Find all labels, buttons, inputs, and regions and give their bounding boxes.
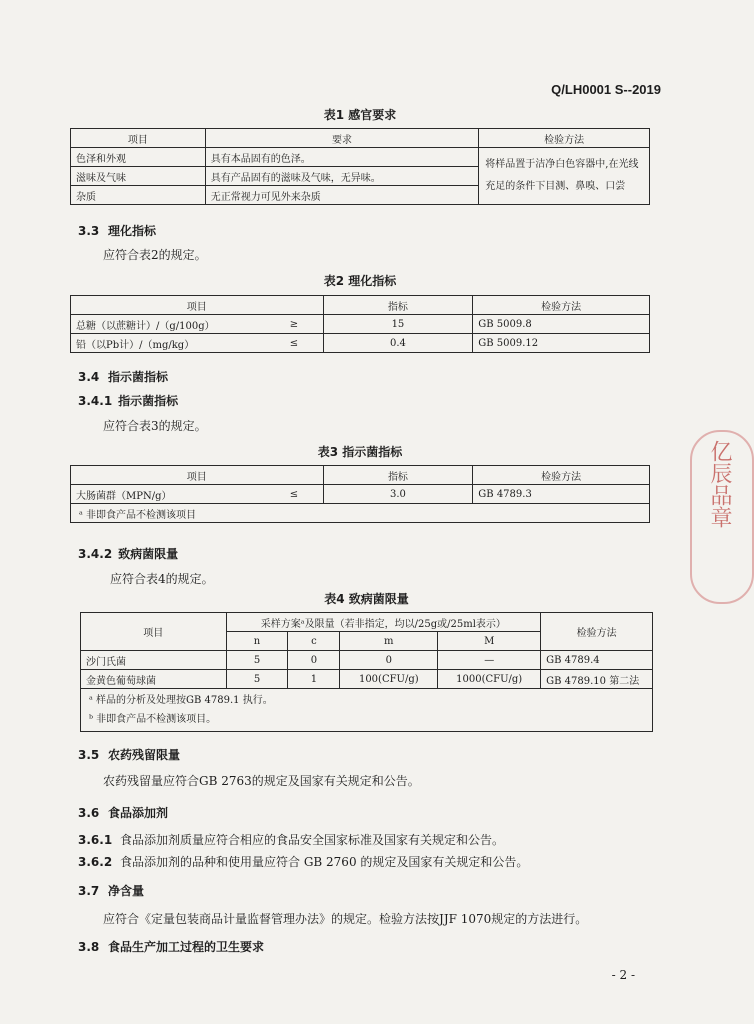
section-3-3-heading: [78, 222, 156, 239]
table4-notes: [81, 689, 653, 732]
table4-M: 1000(CFU/g): [438, 670, 541, 689]
section-3-4-2-heading: [78, 545, 178, 562]
table3-caption: 表3 指示菌指标: [317, 445, 403, 459]
section-title: 指示菌指标: [118, 394, 179, 408]
table4-subheader-c: c: [288, 632, 340, 651]
table-row: [71, 485, 650, 504]
section-title: 净含量: [108, 884, 145, 898]
table3-item: 大肠菌群（MPN/g）: [71, 485, 266, 504]
table4-n: 5: [226, 670, 288, 689]
table1-req: 具有产品固有的滋味及气味，无异味。: [205, 167, 479, 186]
table3-note: ᵃ 非即食产品不检测该项目: [71, 504, 650, 523]
table-row: [71, 315, 650, 334]
table4-note: ᵇ 非即食产品不检测该项目。: [89, 714, 217, 725]
table1-method: 将样品置于洁净白色容器中,在光线充足的条件下目测、鼻嗅、口尝: [479, 148, 650, 205]
table1-req: 无正常视力可见外来杂质: [205, 186, 479, 205]
table3-header-method: 检验方法: [473, 466, 650, 485]
document-code: Q/LH0001 S--2019: [551, 82, 661, 97]
table4-method: GB 4789.4: [541, 651, 653, 670]
table4-M: —: [438, 651, 541, 670]
table4-m: 0: [340, 651, 438, 670]
table1-req: 具有本品固有的色泽。: [205, 148, 479, 167]
table2-caption: 表2 理化指标: [323, 274, 397, 288]
table2-operator: ≤: [265, 334, 323, 353]
table2-operator: ≥: [265, 315, 323, 334]
section-title: 食品添加剂: [108, 806, 169, 820]
table4-header-plan: 采样方案ᵃ及限量（若非指定，均以/25g或/25ml表示）: [226, 613, 541, 632]
section-3-6-1: [78, 831, 504, 848]
section-title: 理化指标: [108, 224, 157, 238]
table-row: [71, 148, 650, 167]
section-number: 3.5: [78, 748, 100, 762]
section-3-7-heading: [78, 882, 144, 899]
table2-physicochemical: [70, 295, 650, 353]
table3-value: 3.0: [323, 485, 473, 504]
table4-header-item: 项目: [81, 613, 227, 651]
table2-header-value: 指标: [323, 296, 473, 315]
section-3-6-1-text: 食品添加剂质量应符合相应的食品安全国家标准及国家有关规定和公告。: [120, 833, 505, 847]
table2-method: GB 5009.8: [473, 315, 650, 334]
section-number: 3.4.2: [78, 547, 113, 561]
table1-item: 色泽和外观: [71, 148, 206, 167]
section-title: 致病菌限量: [118, 547, 179, 561]
table3-indicator: [70, 465, 650, 523]
table4-method: GB 4789.10 第二法: [541, 670, 653, 689]
table-row: [81, 670, 653, 689]
table2-header-method: 检验方法: [473, 296, 650, 315]
table1-caption: 表1 感官要求: [323, 108, 397, 122]
table4-subheader-m: m: [340, 632, 438, 651]
table2-header-item: 项目: [71, 296, 324, 315]
table4-note: ᵃ 样品的分析及处理按GB 4789.1 执行。: [89, 695, 273, 706]
table-row: [81, 651, 653, 670]
table4-item: 沙门氏菌: [81, 651, 227, 670]
table3-method: GB 4789.3: [473, 485, 650, 504]
seal-stamp-text: 亿辰品章: [707, 440, 732, 528]
section-title: 食品生产加工过程的卫生要求: [108, 940, 265, 954]
table4-header-method: 检验方法: [541, 613, 653, 651]
table1-header-method: 检验方法: [479, 129, 650, 148]
section-3-4-heading: [78, 368, 168, 385]
section-3-5-text: 农药残留量应符合GB 2763的规定及国家有关规定和公告。: [103, 774, 420, 788]
table3-operator: ≤: [265, 485, 323, 504]
table4-c: 1: [288, 670, 340, 689]
table-row: [71, 334, 650, 353]
table2-method: GB 5009.12: [473, 334, 650, 353]
table3-header-item: 项目: [71, 466, 324, 485]
section-3-5-heading: [78, 746, 180, 763]
section-3-4-2-text: 应符合表4的规定。: [110, 572, 214, 586]
section-number: 3.4.1: [78, 394, 113, 408]
table2-value: 15: [323, 315, 473, 334]
section-number: 3.7: [78, 884, 100, 898]
section-3-6-2-text: 食品添加剂的品种和使用量应符合 GB 2760 的规定及国家有关规定和公告。: [120, 855, 529, 869]
table1-header-req: 要求: [205, 129, 479, 148]
section-title: 农药残留限量: [108, 748, 181, 762]
page-number: - 2 -: [611, 968, 635, 982]
section-3-8-heading: [78, 938, 264, 955]
table4-c: 0: [288, 651, 340, 670]
section-number: 3.3: [78, 224, 100, 238]
table4-n: 5: [226, 651, 288, 670]
table4-subheader-M: M: [438, 632, 541, 651]
table1-sensory: [70, 128, 650, 205]
section-3-6-2: [78, 853, 528, 870]
section-number: 3.6.1: [78, 833, 113, 847]
table3-header-value: 指标: [323, 466, 473, 485]
table2-value: 0.4: [323, 334, 473, 353]
section-number: 3.8: [78, 940, 100, 954]
table1-header-item: 项目: [71, 129, 206, 148]
section-number: 3.4: [78, 370, 100, 384]
table2-item: 总糖（以蔗糖计）/（g/100g）: [71, 315, 266, 334]
section-title: 指示菌指标: [108, 370, 169, 384]
table4-pathogen: [80, 612, 653, 732]
table4-caption: 表4 致病菌限量: [324, 592, 409, 606]
section-3-4-1-heading: [78, 392, 178, 409]
table4-subheader-n: n: [226, 632, 288, 651]
table4-m: 100(CFU/g): [340, 670, 438, 689]
section-3-3-text: 应符合表2的规定。: [103, 248, 207, 262]
section-number: 3.6.2: [78, 855, 113, 869]
table4-item: 金黄色葡萄球菌: [81, 670, 227, 689]
table1-item: 滋味及气味: [71, 167, 206, 186]
section-3-7-text: 应符合《定量包装商品计量监督管理办法》的规定。检验方法按JJF 1070规定的方法进行。: [103, 912, 588, 926]
table2-item: 铅（以Pb计）/（mg/kg）: [71, 334, 266, 353]
section-3-6-heading: [78, 804, 168, 821]
section-number: 3.6: [78, 806, 100, 820]
section-3-4-1-text: 应符合表3的规定。: [103, 419, 207, 433]
table1-item: 杂质: [71, 186, 206, 205]
